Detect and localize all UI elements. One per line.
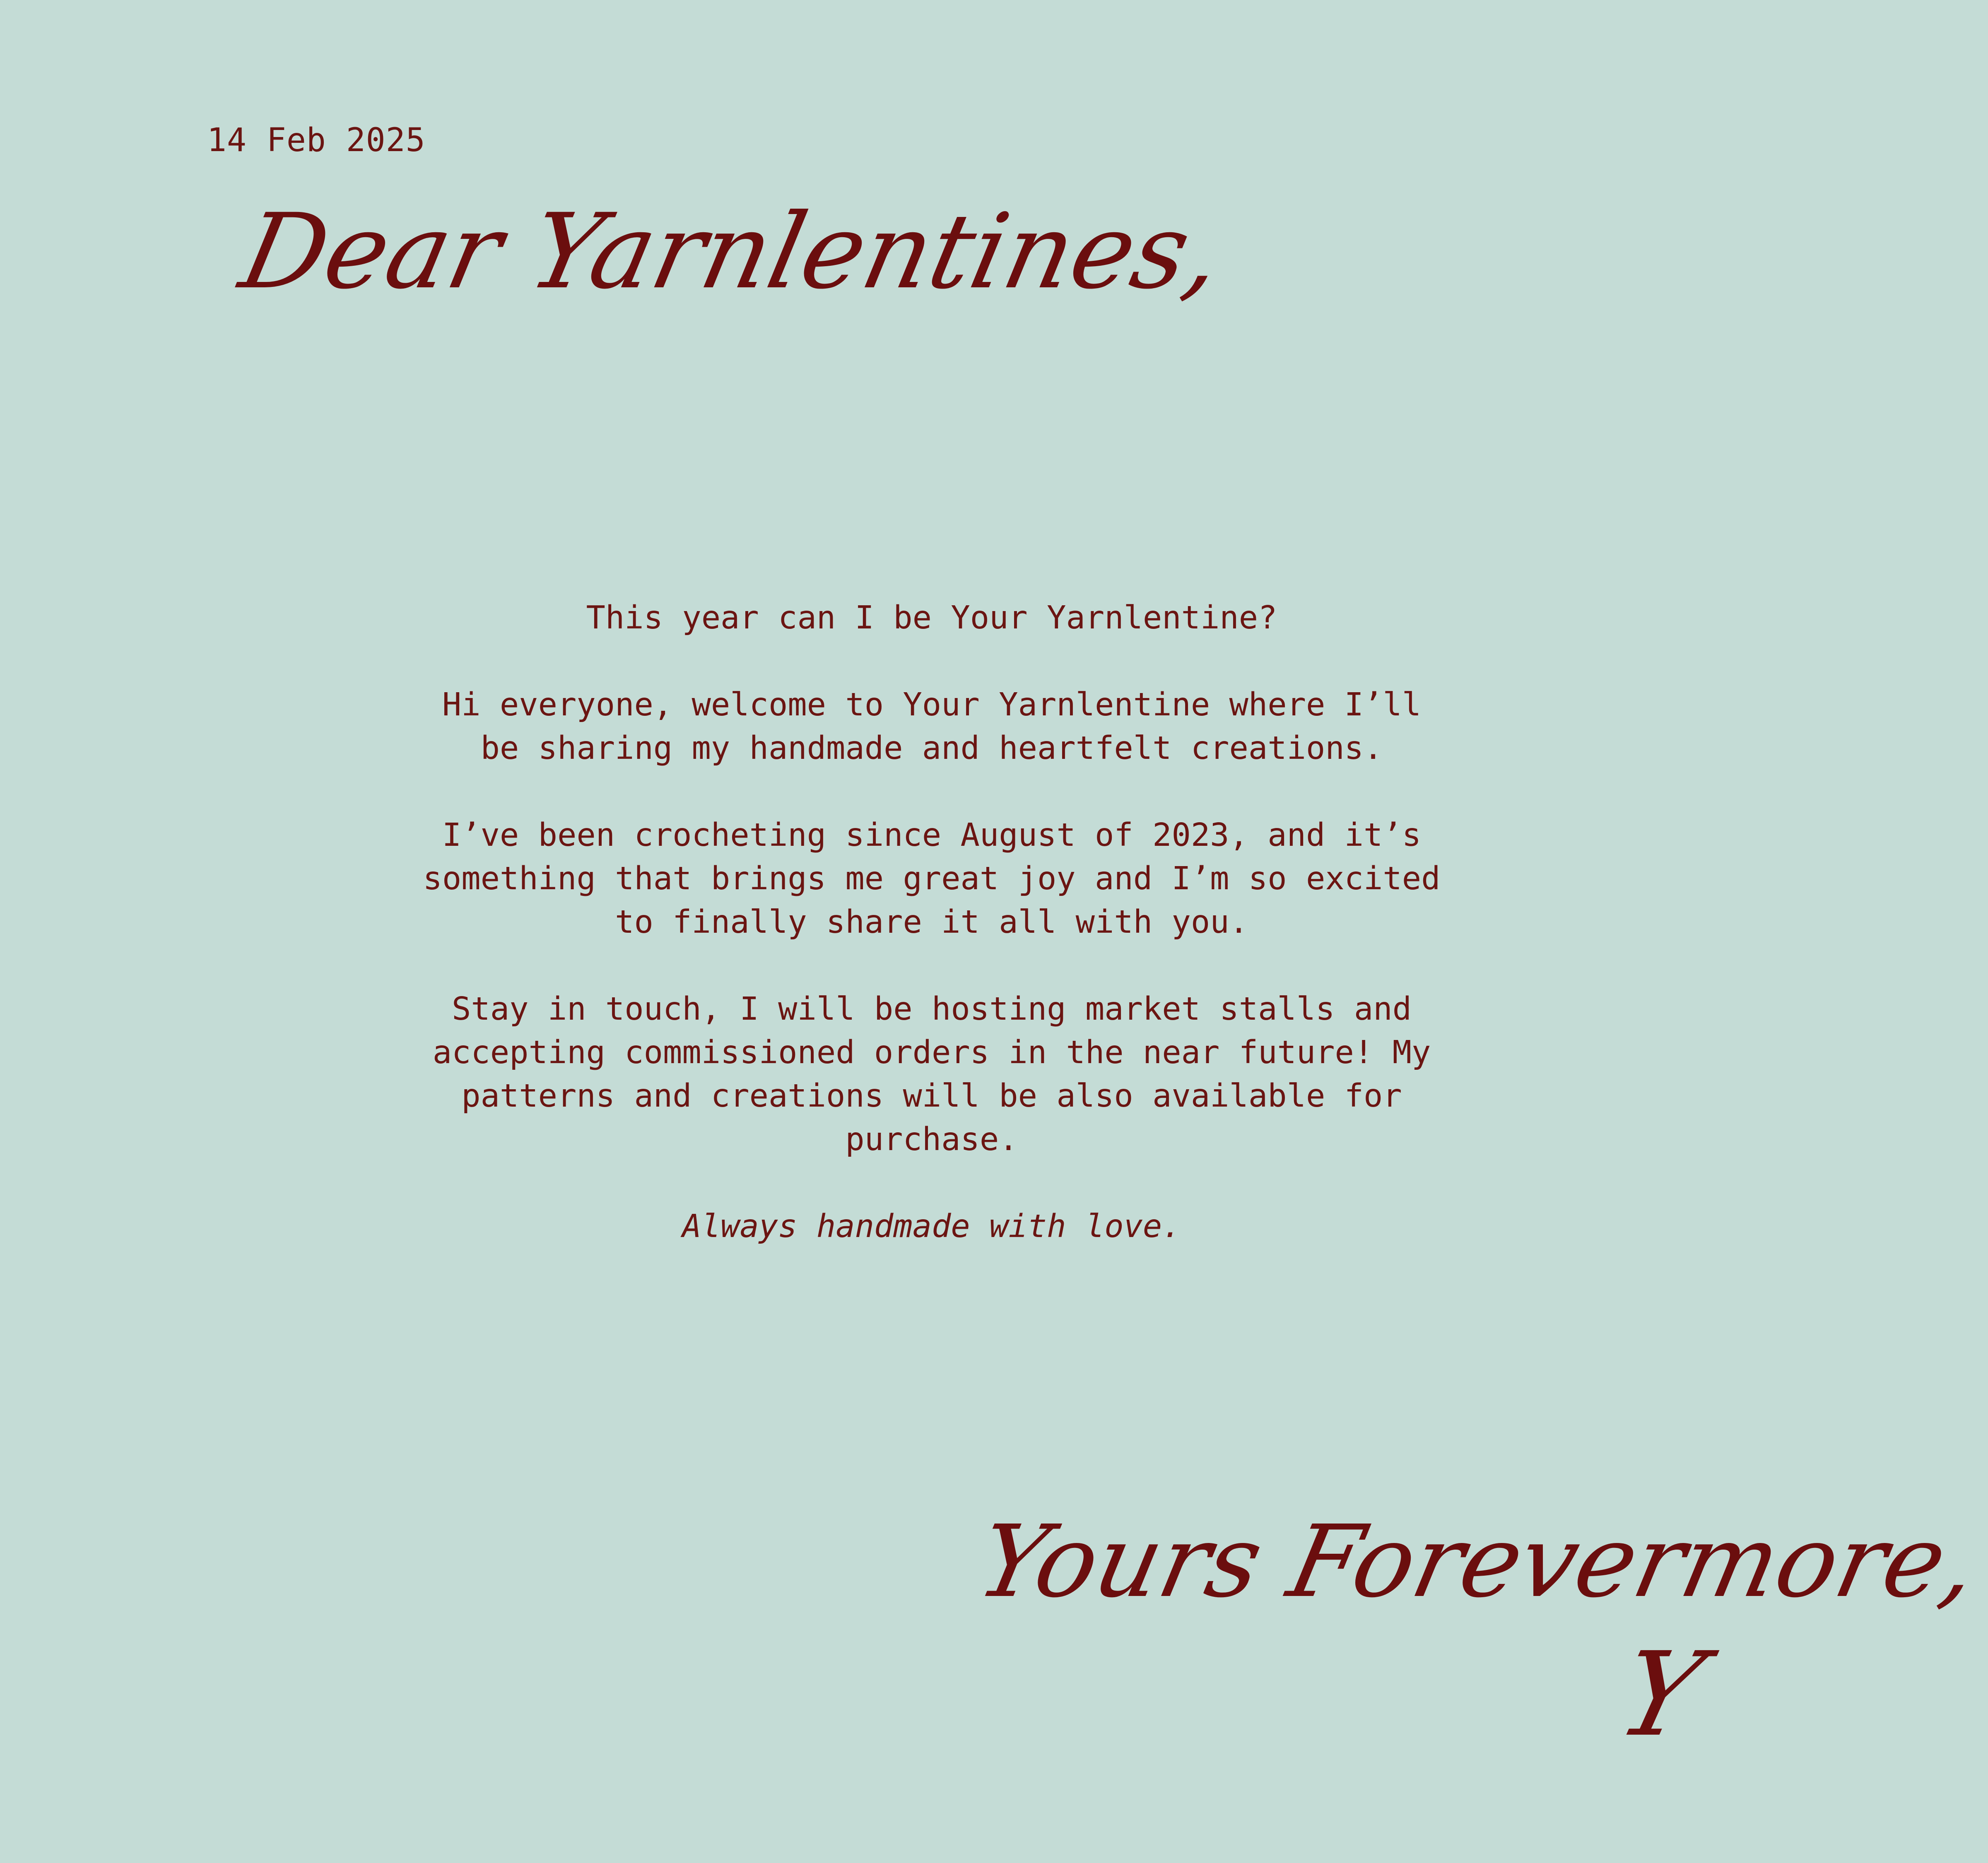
letter-body [414,596,1449,1248]
letter-salutation: Dear Yarnlentines, [231,191,1233,312]
letter-paragraph: I’ve been crocheting since August of 2023, and it’s something that brings me great joy and I’m so excited to finally share it all with you. [423,817,1441,941]
letter-paragraph: This year can I be Your Yarnlentine? [586,599,1277,636]
letter-paragraph: Hi everyone, welcome to Your Yarnlentine where I’ll be sharing my handmade and heartfelt creations. [442,686,1422,767]
letter-signature: Y [1605,1627,1716,1762]
letter-tagline: Always handmade with love. [682,1208,1181,1245]
letter-closing: Yours Forevermore, [968,1504,1988,1620]
letter-date: 14 Feb 2025 [207,122,426,159]
letter-paragraph: Stay in touch, I will be hosting market stalls and accepting commissioned orders in the near future! My patterns and creations will be also available for purchase. [432,991,1431,1158]
